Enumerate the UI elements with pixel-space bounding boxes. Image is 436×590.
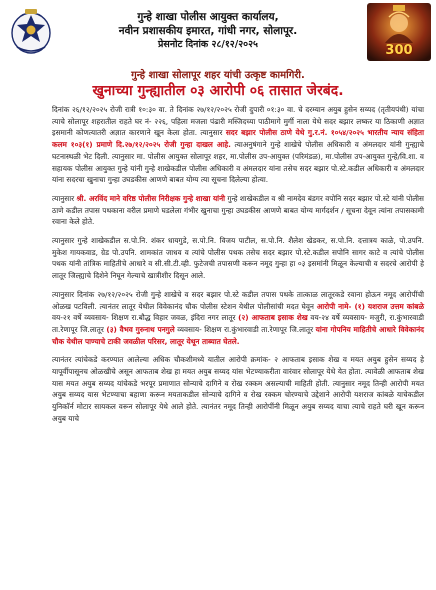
fir-details: सदर बझार पोलीस ठाणे येथे गु.र.नं. १०५४/२०२५ भारतीय न्याय संहिता कलम १०३(१) प्रमाणे दि.२७/१२/२०२५ रोजी गुन्हा दाखल आहे. (52, 128, 424, 150)
paragraph-investigation: त्यानुसार गुन्हे शाखेकडील स.पो.नि. शंकर धायगुडे, स.पो.नि. विजय पाटील, स.पो.नि. शैलेश खेडकर, स.पो.नि. दत्तात्रय काळे, पो.उपनि. मुकेश गायकवाड, ग्रेड पो.उपनि. शामकांत जाधव व त्यांचे पोलीस पथक तसेच सदर बझार पो.स्टे.कडील सपोनि सागर काटे व त्यांचे पोलीस पथक यांनी तांत्रिक माहितीचे आधारे व सी.सी.टी.व्ही. फुटेजची तपासणी करून नमूद गुन्हा हा ०३ इसमांनी मिळून केल्याची व सदरचे आरोपी हे लातूर जिल्ह्याचे दिशेने निघून गेल्याचे खात्रीशीर दिसून आले. (52, 236, 424, 281)
paragraph-text: दिनांक २६/१२/२०२५ रोजी रात्री १०:३० वा. ते दिनांक २७/१२/२०२५ रोजी दुपारी ०१:३० वा. चे दरम्यान अयुब हुसेन सय्यद (तृतीयपंथी) यांचा त्याचे सोलापूर शहरातील राहते घर नं- २२६, पहिला मजला पंढारी मस्जिदच्या पाठीमागे मुर्गी नाला येथे सदर बझार लष्कर या ठिकाणी अज्ञात इसमानी कोणत्यातरी अज्ञात कारणाने खून केला होता. त्यानुसार (52, 105, 424, 138)
police-emblem-icon (9, 7, 53, 55)
paragraph-text: त्यानुसार दिनांक २७/१२/२०२५ रोजी गुन्हे शाखेचे व सदर बझार पो.स्टे कडील तपास पथके तात्काळ लातूरकडे रवाना होऊन नमूद आरोपींची ओळख पटविली. त्यानंतर लातूर येथील विवेकानंद चौक पोलीस स्टेशन येथील पोलीसांची मदत घेवून (52, 289, 424, 311)
headline: खुनाच्या गुन्ह्यातील ०३ आरोपी ०६ तासात जेरबंद. (92, 83, 344, 99)
paragraph-instructions (14, 193, 424, 228)
paragraph-arrest (14, 289, 424, 348)
letterhead-text (60, 10, 356, 52)
paragraph-motive: त्यानंतर त्यांचेकडे करण्यात आलेल्या अधिक चौकशीमध्ये यातील आरोपी क्रमांक- २ आफताब इसाक शेख व मयत अयुब हुसेन सय्यद हे यापूर्वीपासूनच ओळखीचे असून आफताब शेख हा मयत अयुब सय्यद यांस भेटण्याकरीता वारंवार सोलापूर येथे येत होता. त्यावेळी आफताब शेख यास मयत अयुब सय्यद यांचेकडे भरपूर प्रमाणात सोन्याचे दागिने व रोख रक्कम असल्याची माहिती होती. त्यानुसार नमूद तिन्ही आरोपी मयत अयुब सय्यद यास भेटण्याचा बहाणा करून मयताकडील सोन्याचे दागिने व रोख रक्कम चोरण्याचे उद्देशाने आरोपी यशराज कांबळे याचेकडील युनिकॉर्न मोटार सायकल वरून सोलापूर येथे आले होते. त्यानंतर नमूद तिन्ही आरोपींनी मिळून अयुब सय्यद याचा त्याचे राहते घरी खून करून अयुब याचे (52, 355, 425, 423)
letterhead (0, 0, 436, 68)
paragraph-text: त्यानुसार (52, 193, 77, 203)
accused-1: आरोपी नामे- (१) यशराज उत्तम कांबळे (316, 301, 424, 311)
paragraph-text: व्यवसाय- शिक्षण रा.कुंभारवाडी ता.रेणापूर जि.लातूर (174, 324, 316, 334)
press-note-date: प्रेसनोट दिनांक २८/१२/२०२५ (158, 39, 258, 50)
arrest-location: यांना गोपनिय माहितीचे आधारे विवेकानंद चौक येथील पाण्याचे टाकी जवळील परिसर, लातूर येथून ताब्यात घेतले. (52, 324, 425, 346)
paragraph-incident (14, 104, 424, 186)
paragraph-text: वय-२१ वर्षे व्यवसाय- शिक्षण रा.बौद्ध विहार जवळ, इंदिरा नगर लातूर (52, 313, 239, 323)
accused-3: (३) वैभव गुरुनाथ पनगुले (106, 324, 175, 334)
press-note-body (14, 104, 424, 432)
office-name: गुन्हे शाखा पोलीस आयुक्त कार्यालय, (137, 11, 279, 23)
paragraph-text: गुन्हे शाखेकडील व श्री नामदेव बंडगर वपोनि सदर बझार पो.स्टे यांनी पोलीस ठाणे कडील तपास पथकाना वरील प्रमाणे घडलेला गंभीर खुनाचा गुन्हा उघडकीस आणणे बाबत योग्य मार्गदर्शन / सूचना देवून त्यांना तपासकामी रवाना केले होते. (52, 193, 424, 227)
accused-2: (२) आफताब इसाक शेख (238, 313, 308, 323)
officer-name: श्री. अरविंद माने वरिष्ठ पोलीस निरीक्षक गुन्हे शाखा यांनी (76, 193, 226, 203)
campaign-number: 300 (385, 43, 413, 58)
paragraph-text: वय-२४ वर्षे व्यवसाय- मजुरी, रा.कुंभारवाडी ता.रेणापूर जि.लातूर (52, 313, 424, 334)
campaign-logo (367, 3, 431, 61)
office-address: नवीन प्रशासकीय इमारत, गांधी नगर, सोलापूर. (118, 25, 298, 37)
subtitle: गुन्हे शाखा सोलापूर शहर यांची उत्कृष्ट कामगिरी. (131, 70, 305, 81)
paragraph-text: त्याअनुषंगाने गुन्हे शाखेचे पोलीस अधिकारी व अंमलदार यांनी गुन्ह्याचे घटनास्थळी भेट दिली. त्यानुसार मा. पोलीस आयुक्त सोलापूर शहर, मा.पोलीस उप-आयुक्त (परिमंडळ), मा.पोलीस उप-आयुक्त गुन्हे/वि.शा. व सहायक पोलीस आयुक्त गुन्हे यांनी गुन्हे शाखेकडील पोलीस अधिकारी व अंमलदार यांना तसेच सदर बझार पो.स्टे.कडील अधिकारी व अंमलदार यांना सदरचा खुनाचा गुन्हा उघडकीस आणणे बाबत योग्य त्या सूचना दिलेल्या होत्या. (52, 140, 424, 185)
